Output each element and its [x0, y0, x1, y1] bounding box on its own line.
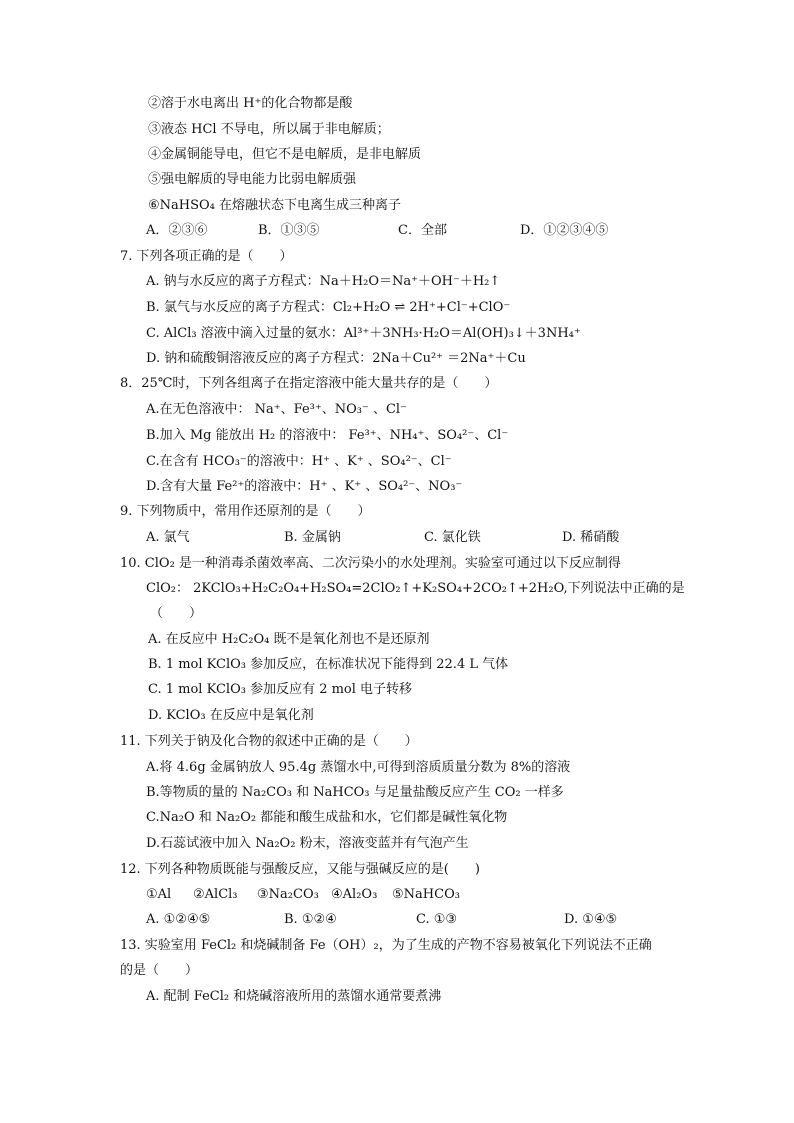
question-12-item-5: ⑤NaHCO₃	[392, 887, 460, 902]
question-8-option-d: D.含有大量 Fe²⁺的溶液中：H⁺ 、K⁺ 、SO₄²⁻、NO₃⁻	[146, 479, 463, 494]
question-12-item-3: ③Na₂CO₃	[257, 887, 319, 902]
question-10-option-d: D. KClO₃ 在反应中是氧化剂	[148, 708, 314, 723]
question-7-option-b: B. 氯气与水反应的离子方程式：Cl₂+H₂O ⇌ 2H⁺+Cl⁻+ClO⁻	[146, 300, 511, 315]
question-11-stem: 11. 下列关于钠及化合物的叙述中正确的是（ ）	[120, 734, 418, 749]
question-12-option-a: A. ①②④⑤	[146, 912, 211, 927]
option-d: D．①②③④⑤	[520, 223, 609, 238]
question-7-option-c: C. AlCl₃ 溶液中滴入过量的氨水：Al³⁺＋3NH₃·H₂O＝Al(OH)₃↓＋3NH₄⁺	[146, 326, 581, 341]
question-10-option-a: A. 在反应中 H₂C₂O₄ 既不是氧化剂也不是还原剂	[148, 632, 430, 647]
question-11-option-a: A.将 4.6g 金属钠放人 95.4g 蒸馏水中,可得到溶质质量分数为 8%的溶液	[146, 760, 571, 775]
option-c: C．全部	[398, 223, 447, 238]
question-12-option-b: B. ①②④	[284, 912, 337, 927]
question-9-option-a: A. 氯气	[146, 530, 190, 545]
question-8-option-c: C.在含有 HCO₃⁻的溶液中：H⁺ 、K⁺ 、SO₄²⁻、Cl⁻	[146, 454, 452, 469]
question-7-option-d: D. 钠和硫酸铜溶液反应的离子方程式：2Na＋Cu²⁺ ＝2Na⁺＋Cu	[146, 351, 526, 366]
question-13-stem-continued: 的是（ ）	[120, 963, 199, 978]
question-9-stem: 9. 下列物质中，常用作还原剂的是（ ）	[120, 504, 371, 519]
option-b: B．①③⑤	[258, 223, 320, 238]
question-12-option-d: D. ①④⑤	[564, 912, 618, 927]
question-11-option-c: C.Na₂O 和 Na₂O₂ 都能和酸生成盐和水，它们都是碱性氧化物	[146, 810, 508, 825]
question-10-option-b: B. 1 mol KClO₃ 参加反应，在标准状况下能得到 22.4 L 气体	[148, 657, 509, 672]
question-9-option-c: C. 氯化铁	[424, 530, 481, 545]
question-8-option-b: B.加入 Mg 能放出 H₂ 的溶液中： Fe³⁺、NH₄⁺、SO₄²⁻、Cl⁻	[146, 428, 509, 443]
question-9-option-d: D. 稀硝酸	[562, 530, 620, 545]
question-10-equation: ClO₂： 2KClO₃+H₂C₂O₄+H₂SO₄=2ClO₂↑+K₂SO₄+2CO₂↑+2H₂O,下列说法中正确的是	[146, 581, 685, 596]
question-8-option-a: A.在无色溶液中： Na⁺、Fe³⁺、NO₃⁻ 、Cl⁻	[146, 402, 407, 417]
statement-5: ⑤强电解质的导电能力比弱电解质强	[148, 172, 357, 187]
statement-6: ⑥NaHSO₄ 在熔融状态下电离生成三种离子	[148, 198, 402, 213]
question-11-option-b: B.等物质的量的 Na₂CO₃ 和 NaHCO₃ 与足量盐酸反应产生 CO₂ 一样多	[146, 785, 564, 800]
question-13-stem: 13. 实验室用 FeCl₂ 和烧碱制备 Fe（OH）₂，为了生成的产物不容易被氧化下列说法不正确	[120, 938, 652, 953]
question-10-option-c: C. 1 mol KClO₃ 参加反应有 2 mol 电子转移	[148, 682, 413, 697]
statement-4: ④金属铜能导电，但它不是电解质，是非电解质	[148, 147, 422, 162]
option-a: A．②③⑥	[146, 223, 208, 238]
question-8-stem: 8．25℃时，下列各组离子在指定溶液中能大量共存的是（ ）	[120, 376, 498, 391]
question-11-option-d: D.石蕊试液中加入 Na₂O₂ 粉末，溶液变蓝并有气泡产生	[146, 836, 469, 851]
question-12-stem: 12. 下列各种物质既能与强酸反应，又能与强碱反应的是( )	[120, 862, 480, 877]
question-10-answer-blank: （ ）	[150, 606, 203, 621]
question-10-stem: 10. ClO₂ 是一种消毒杀菌效率高、二次污染小的水处理剂。实验室可通过以下反应制得	[120, 556, 621, 571]
statement-2: ②溶于水电离出 H⁺的化合物都是酸	[148, 96, 353, 111]
question-12-item-4: ④Al₂O₃	[331, 887, 378, 902]
statement-3: ③液态 HCl 不导电，所以属于非电解质；	[148, 122, 390, 137]
question-7-stem: 7. 下列各项正确的是（ ）	[120, 249, 293, 264]
question-13-option-a: A. 配制 FeCl₂ 和烧碱溶液所用的蒸馏水通常要煮沸	[146, 989, 442, 1004]
question-12-item-2: ②AlCl₃	[193, 887, 238, 902]
question-7-option-a: A. 钠与水反应的离子方程式：Na＋H₂O＝Na⁺＋OH⁻＋H₂↑	[146, 274, 501, 289]
question-12-item-1: ①Al	[146, 887, 172, 902]
question-9-option-b: B. 金属钠	[284, 530, 341, 545]
question-12-option-c: C. ①③	[416, 912, 458, 927]
